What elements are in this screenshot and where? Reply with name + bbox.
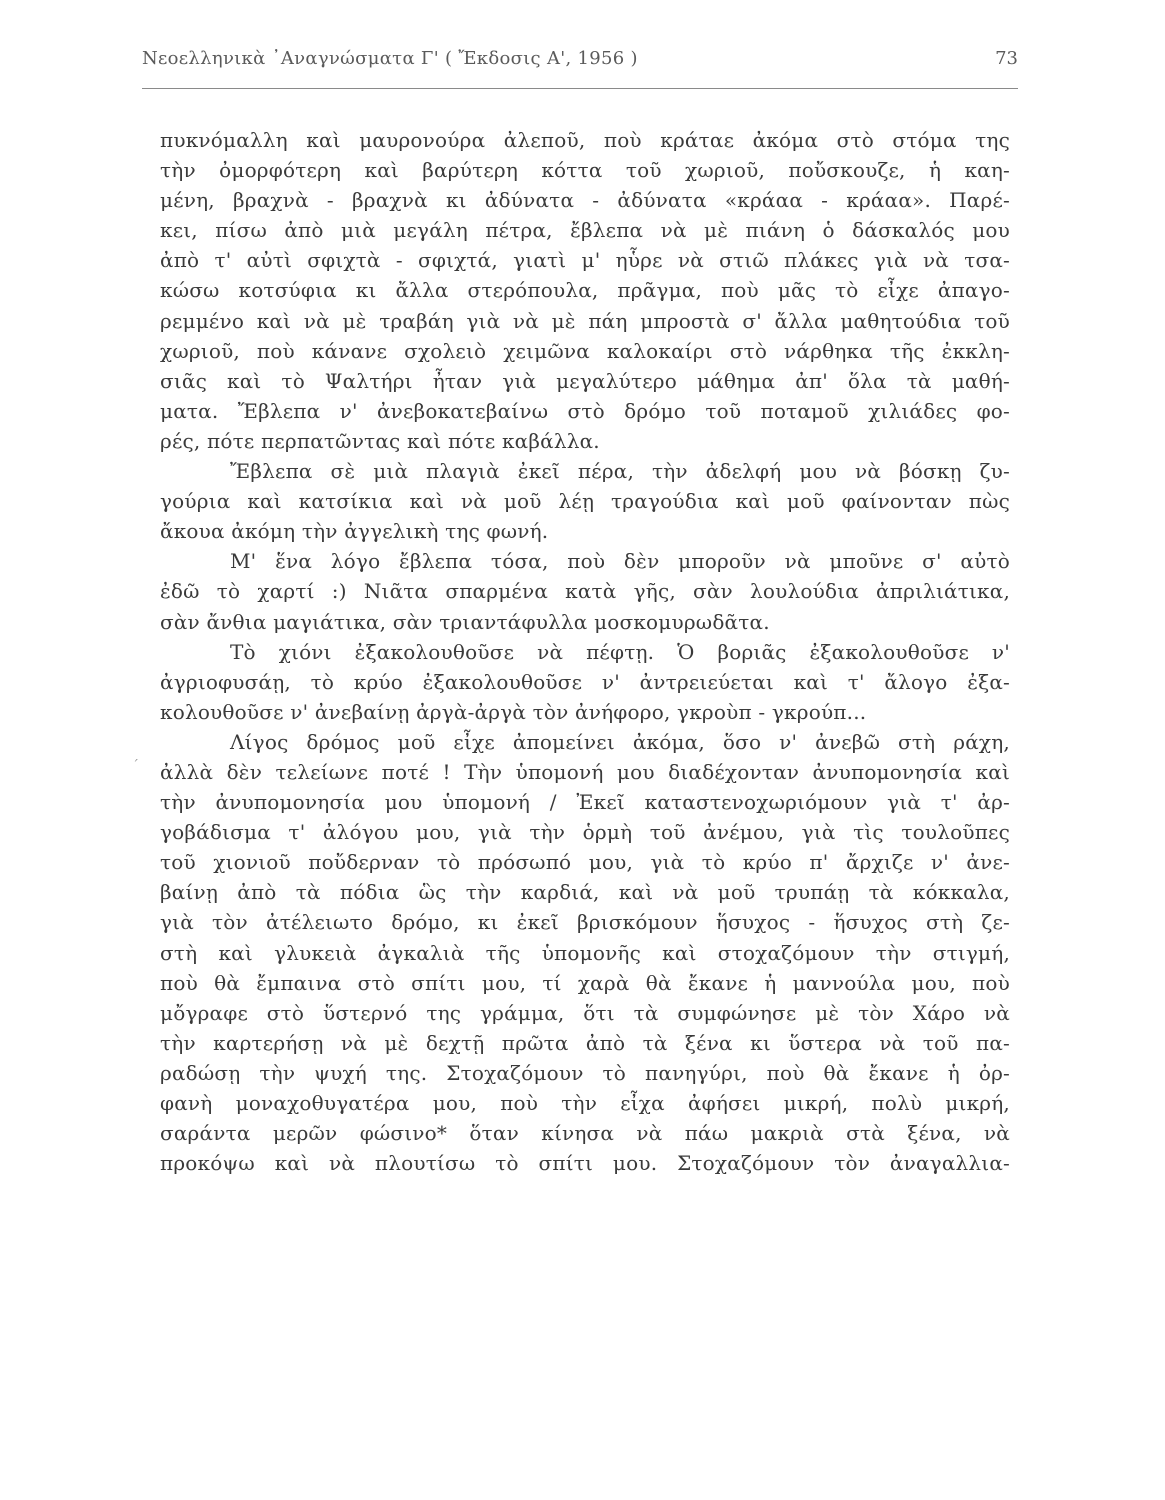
text-line: σαράντα μερῶν φώσινο* ὅταν κίνησα νὰ πάω μακριὰ στὰ ξένα, νὰ — [160, 1121, 1010, 1146]
text-line: φανὴ μοναχοθυγατέρα μου, ποὺ τὴν εἶχα ἀφήσει μικρή, πολὺ μικρή, — [160, 1091, 1010, 1115]
text-line: γοβάδισμα τ' ἀλόγου μου, γιὰ τὴν ὁρμὴ τοῦ ἀνέμου, γιὰ τὶς τουλοῦπες — [160, 820, 1010, 845]
text-line: ραδώσῃ τὴν ψυχή της. Στοχαζόμουν τὸ πανηγύρι, ποὺ θὰ ἔκανε ἡ ὀρ- — [160, 1060, 1010, 1085]
book-title: Νεοελληνικὰ ᾿Αναγνώσματα Γ' ( Ἔκδοσις Α', 1956 ) — [142, 48, 638, 69]
paragraph-start: Ἔβλεπα σὲ μιὰ πλαγιὰ ἐκεῖ πέρα, τὴν ἀδελφή μου νὰ βόσκῃ ζυ- — [230, 459, 1010, 484]
text-line: ρεμμένο καὶ νὰ μὲ τραβάη γιὰ νὰ μὲ πάη μπροστὰ σ' ἄλλα μαθητούδια τοῦ — [160, 308, 1010, 333]
text-line: ἄκουα ἀκόμη τὴν ἀγγελικὴ της φωνή. — [160, 519, 549, 544]
text-line: σιᾶς καὶ τὸ Ψαλτήρι ἦταν γιὰ μεγαλύτερο μάθημα ἀπ' ὅλα τὰ μαθή- — [160, 368, 1010, 393]
body-text — [160, 125, 1010, 1178]
paragraph-start: Μ' ἕνα λόγο ἔβλεπα τόσα, ποὺ δὲν μποροῦν νὰ μποῦνε σ' αὐτὸ — [230, 549, 1010, 574]
text-line: σὰν ἄνθια μαγιάτικα, σὰν τριαντάφυλλα μοσκομυρωδᾶτα. — [160, 609, 770, 634]
text-line: χωριοῦ, ποὺ κάνανε σχολειὸ χειμῶνα καλοκαίρι στὸ νάρθηκα τῆς ἐκκλη- — [160, 338, 1010, 363]
text-line: μένη, βραχνὰ - βραχνὰ κι ἀδύνατα - ἀδύνατα «κράαα - κράαα». Παρέ- — [160, 188, 1010, 213]
text-line: κολουθοῦσε ν' ἀνεβαίνῃ ἀργὰ-ἀργὰ τὸν ἀνήφορο, γκροὺπ - γκρούπ... — [160, 699, 867, 724]
text-line: προκόψω καὶ νὰ πλουτίσω τὸ σπίτι μου. Στοχαζόμουν τὸν ἀναγαλλια- — [160, 1151, 1010, 1176]
running-header — [142, 44, 1018, 74]
text-line: ἀλλὰ δὲν τελείωνε ποτέ ! Τὴν ὑπομονή μου διαδέχονταν ἀνυπομονησία καὶ — [160, 759, 1010, 784]
text-line: μὄγραφε στὸ ὕστερνό της γράμμα, ὅτι τὰ συμφώνησε μὲ τὸν Χάρο νὰ — [160, 1000, 1010, 1025]
paragraph-start: Τὸ χιόνι ἐξακολουθοῦσε νὰ πέφτῃ. Ὁ βοριᾶς ἐξακολουθοῦσε ν' — [230, 639, 1010, 664]
text-line: πυκνόμαλλη καὶ μαυρονούρα ἀλεποῦ, ποὺ κράταε ἀκόμα στὸ στόμα της — [160, 128, 1010, 152]
margin-mark: ˊ — [132, 758, 139, 774]
text-line: τὴν ὀμορφότερη καὶ βαρύτερη κόττα τοῦ χωριοῦ, ποὔσκουζε, ἡ καη- — [160, 158, 1010, 183]
text-line: τὴν ἀνυπομονησία μου ὑπομονή / Ἐκεῖ καταστενοχωριόμουν γιὰ τ' ἀρ- — [160, 790, 1010, 815]
page-number: 73 — [995, 48, 1018, 69]
text-line: τὴν καρτερήσῃ νὰ μὲ δεχτῇ πρῶτα ἀπὸ τὰ ξένα κι ὕστερα νὰ τοῦ πα- — [160, 1030, 1010, 1055]
text-line: ἀπὸ τ' αὐτὶ σφιχτὰ - σφιχτά, γιατὶ μ' ηὗρε νὰ στιῶ πλάκες γιὰ νὰ τσα- — [160, 248, 1010, 273]
text-line: γιὰ τὸν ἀτέλειωτο δρόμο, κι ἐκεῖ βρισκόμουν ἥσυχος - ἥσυχος στὴ ζε- — [160, 910, 1010, 935]
text-line: κώσω κοτσύφια κι ἄλλα στερόπουλα, πρᾶγμα, ποὺ μᾶς τὸ εἶχε ἀπαγο- — [160, 278, 1010, 303]
text-line: ἀγριοφυσάῃ, τὸ κρύο ἐξακολουθοῦσε ν' ἀντρειεύεται καὶ τ' ἄλογο ἐξα- — [160, 669, 1010, 694]
text-line: βαίνῃ ἀπὸ τὰ πόδια ὣς τὴν καρδιά, καὶ νὰ μοῦ τρυπάῃ τὰ κόκκαλα, — [160, 880, 1010, 905]
text-line: στὴ καὶ γλυκειὰ ἀγκαλιὰ τῆς ὑπομονῆς καὶ στοχαζόμουν τὴν στιγμή, — [160, 940, 1010, 965]
text-line: γούρια καὶ κατσίκια καὶ νὰ μοῦ λέῃ τραγούδια καὶ μοῦ φαίνονταν πὼς — [160, 489, 1010, 514]
text-line: κει, πίσω ἀπὸ μιὰ μεγάλη πέτρα, ἔβλεπα νὰ μὲ πιάνη ὁ δάσκαλός μου — [160, 218, 1010, 243]
header-rule — [142, 88, 1018, 89]
paragraph-start: Λίγος δρόμος μοῦ εἶχε ἀπομείνει ἀκόμα, ὅσο ν' ἀνεβῶ στὴ ράχη, — [230, 729, 1010, 754]
text-line: ρές, πότε περπατῶντας καὶ πότε καβάλλα. — [160, 428, 600, 453]
text-line: ποὺ θὰ ἔμπαινα στὸ σπίτι μου, τί χαρὰ θὰ ἔκανε ἡ μαννούλα μου, ποὺ — [160, 970, 1010, 995]
text-line: τοῦ χιονιοῦ ποὔδερναν τὸ πρόσωπό μου, γιὰ τὸ κρύο π' ἄρχιζε ν' ἀνε- — [160, 850, 1010, 875]
text-line: ἐδῶ τὸ χαρτί :) Νιᾶτα σπαρμένα κατὰ γῆς, σὰν λουλούδια ἀπριλιάτικα, — [160, 579, 1010, 604]
text-line: ματα. Ἔβλεπα ν' ἀνεβοκατεβαίνω στὸ δρόμο τοῦ ποταμοῦ χιλιάδες φο- — [160, 398, 1010, 423]
